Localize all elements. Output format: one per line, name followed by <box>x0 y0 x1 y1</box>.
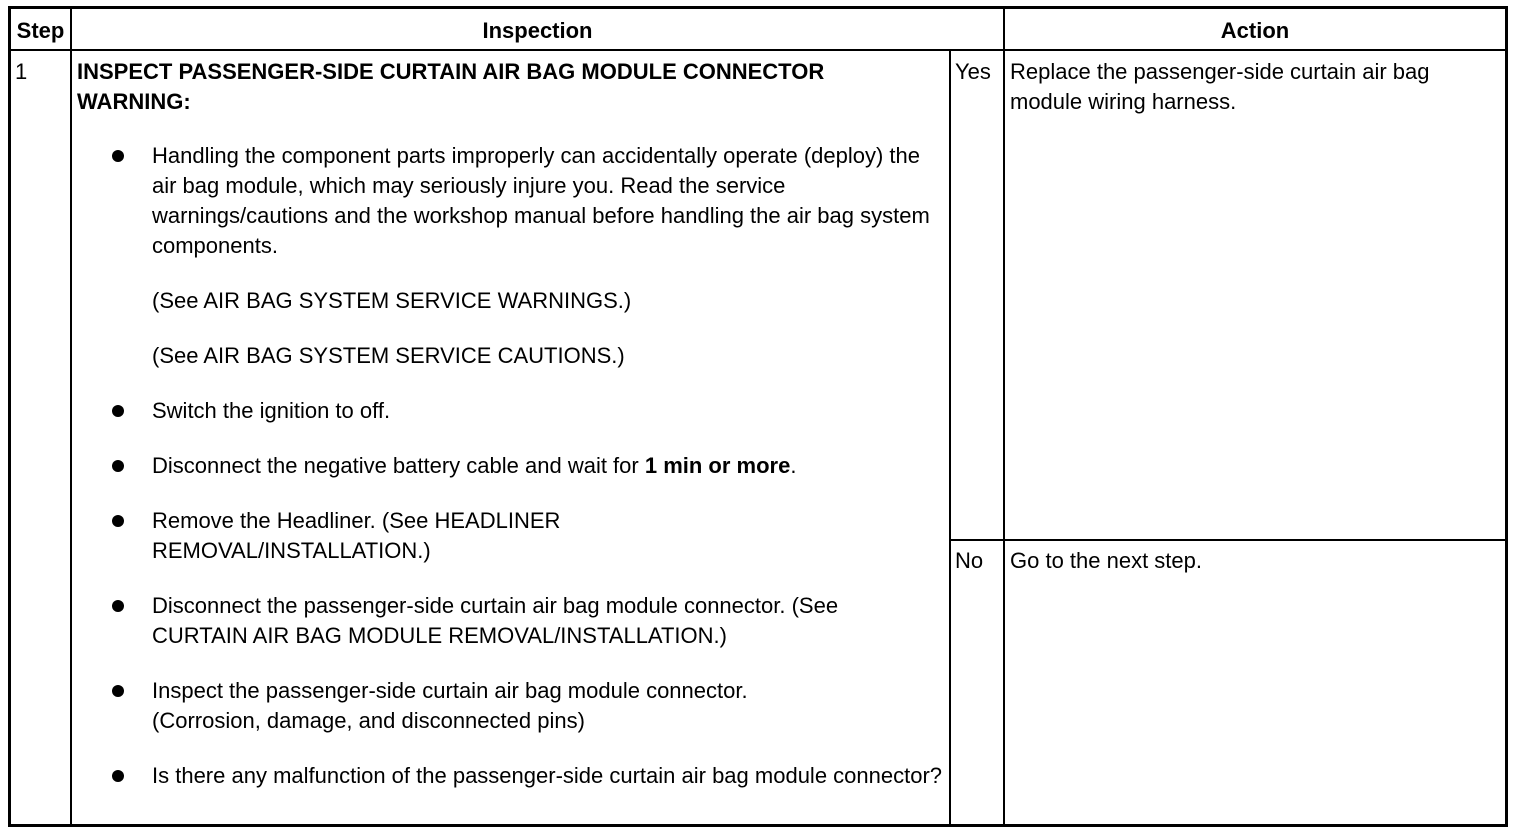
list-item <box>112 676 932 736</box>
reference-text: (See AIR BAG SYSTEM SERVICE CAUTIONS.) <box>152 343 625 368</box>
divider <box>949 539 1505 541</box>
bullet-text: Is there any malfunction of the passenger-side curtain air bag module connector? <box>152 763 943 788</box>
divider <box>949 49 951 824</box>
divider <box>1003 9 1005 824</box>
bullet-text: Disconnect the passenger-side curtain air bag module connector. (See CURTAIN AIR BAG MODULE REMOVAL/INSTALLATION.) <box>152 593 839 648</box>
bullet-text-part: . <box>790 453 797 478</box>
bullet-text <box>152 451 932 481</box>
inspection-title <box>77 57 947 117</box>
list-item <box>112 396 932 426</box>
list-item <box>112 451 932 481</box>
no-action: Go to the next step. <box>1010 548 1203 573</box>
warning-label: WARNING: <box>77 89 191 114</box>
bullet-text: Handling the component parts improperly can accidentally operate (deploy) the air bag module, which may seriously injure you. Read the service warnings/cautions and the workshop manual before handling the air bag system components. <box>152 143 930 258</box>
reference-text: (See AIR BAG SYSTEM SERVICE WARNINGS.) <box>152 288 632 313</box>
inspection-steps <box>112 141 943 816</box>
bullet-text-emphasis: 1 min or more <box>644 453 791 478</box>
divider <box>70 9 72 824</box>
list-item <box>112 141 932 371</box>
list-item <box>112 506 932 566</box>
header-inspection: Inspection <box>482 18 593 43</box>
header-step: Step <box>16 18 65 43</box>
bullet-text: Remove the Headliner. (See HEADLINER REMOVAL/INSTALLATION.) <box>152 508 561 563</box>
no-label: No <box>955 548 984 573</box>
yes-action: Replace the passenger-side curtain air bag module wiring harness. <box>1010 59 1430 114</box>
list-item <box>112 761 943 791</box>
step-number: 1 <box>15 59 28 84</box>
header-action: Action <box>1220 18 1290 43</box>
bullet-text-part: Disconnect the negative battery cable and wait for <box>152 453 645 478</box>
yes-label: Yes <box>955 59 991 84</box>
title-line: INSPECT PASSENGER-SIDE CURTAIN AIR BAG MODULE CONNECTOR <box>77 59 825 84</box>
list-item <box>112 591 932 651</box>
bullet-text: Switch the ignition to off. <box>152 398 391 423</box>
bullet-text: Inspect the passenger-side curtain air bag module connector. (Corrosion, damage, and disconnected pins) <box>152 678 748 733</box>
